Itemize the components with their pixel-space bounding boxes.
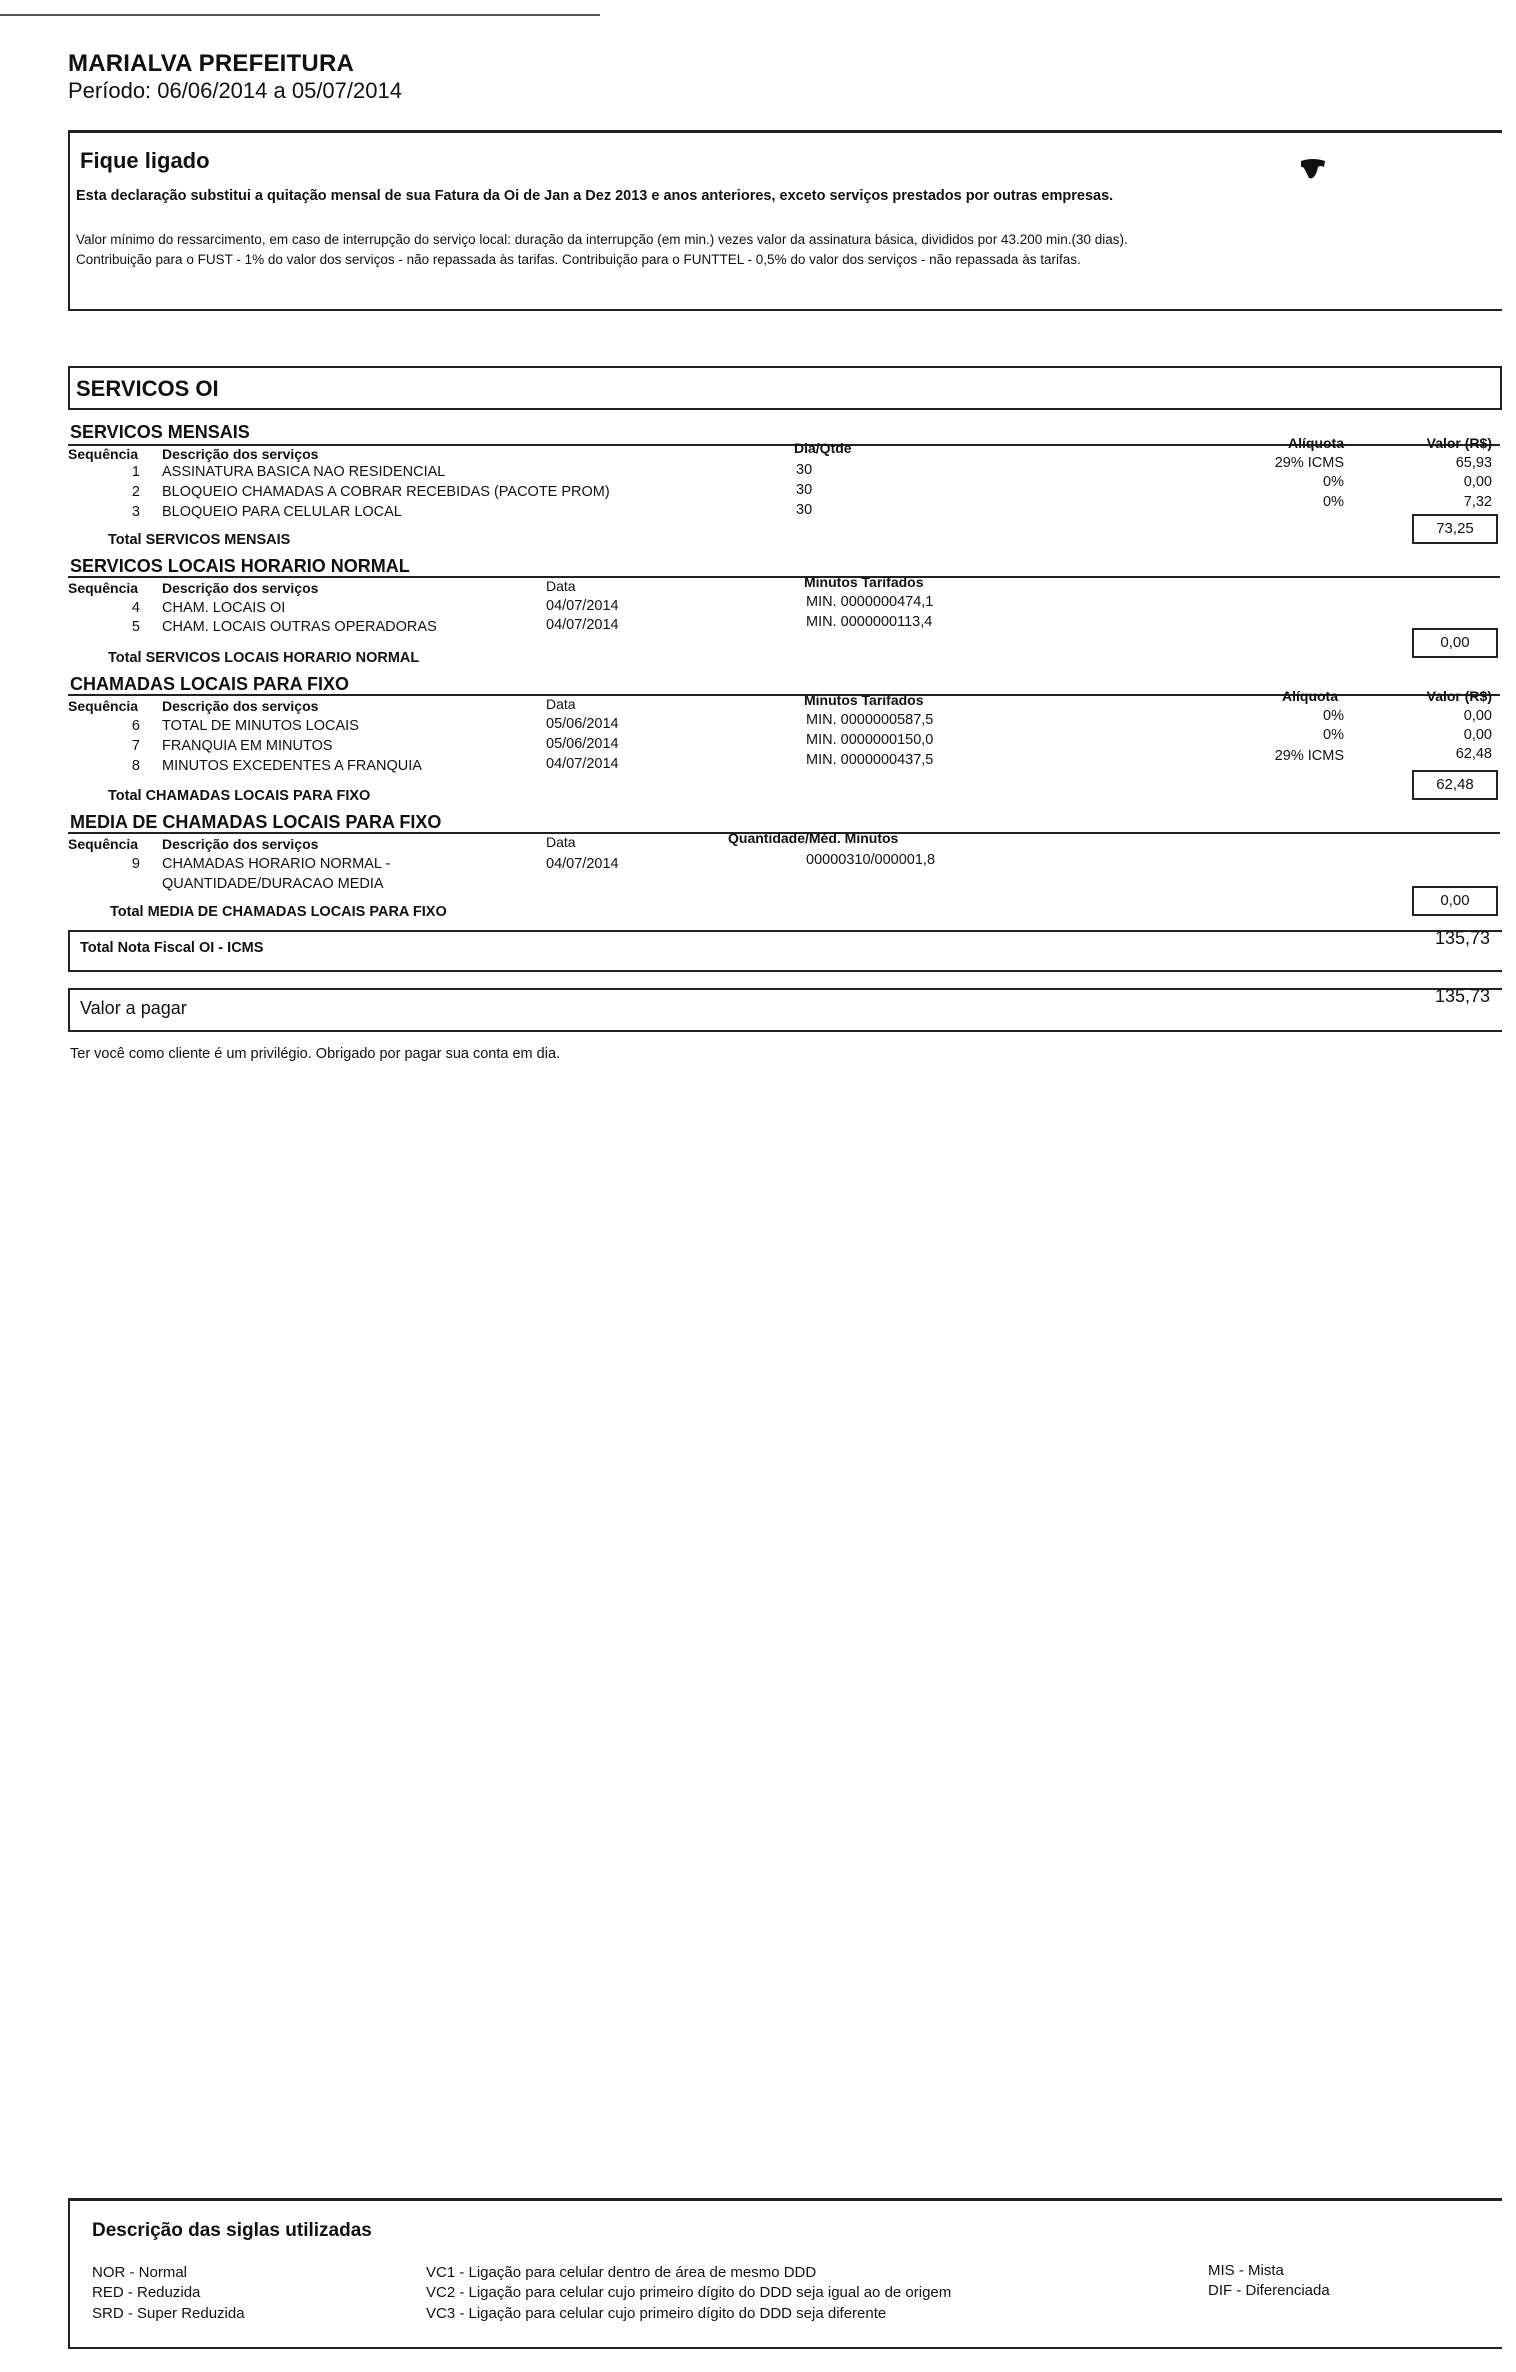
phone-icon xyxy=(1300,158,1326,180)
section-title-fixo: CHAMADAS LOCAIS PARA FIXO xyxy=(70,674,349,694)
row-minutes: MIN. 0000000587,5 xyxy=(806,712,934,728)
row-aliquota: 29% ICMS xyxy=(1274,455,1344,471)
row-desc: ASSINATURA BASICA NAO RESIDENCIAL xyxy=(162,464,446,480)
col-header-seq: Sequência xyxy=(68,836,139,852)
row-seq: 5 xyxy=(131,619,140,635)
legend-title: Descrição das siglas utilizadas xyxy=(92,2220,372,2241)
total-value-media: 0,00 xyxy=(1412,886,1498,916)
col-header-seq: Sequência xyxy=(68,580,139,596)
row-seq: 1 xyxy=(131,464,140,480)
row-seq: 3 xyxy=(131,504,140,520)
col-header-desc: Descrição dos serviços xyxy=(162,580,319,596)
row-seq: 2 xyxy=(131,484,140,500)
notice-title: Fique ligado xyxy=(80,148,210,173)
row-qty: 30 xyxy=(796,482,813,498)
total-label-mensais: Total SERVICOS MENSAIS xyxy=(108,532,291,548)
col-header-minutes: Minutos Tarifados xyxy=(804,692,924,708)
row-date: 05/06/2014 xyxy=(546,716,619,732)
row-desc: FRANQUIA EM MINUTOS xyxy=(162,738,333,754)
thank-you-message: Ter você como cliente é um privilégio. Obrigado por pagar sua conta em dia. xyxy=(70,1046,561,1062)
notice-min-refund: Valor mínimo do ressarcimento, em caso de interrupção do serviço local: duração da interrupção (em min.) vezes valor da assinatura básica, divididos por 43.200 min.(30 dias). xyxy=(76,232,1128,247)
row-qty: 30 xyxy=(796,462,813,478)
total-value-fixo: 62,48 xyxy=(1412,770,1498,800)
services-header-box xyxy=(68,366,1502,410)
legend-item: RED - Reduzida xyxy=(92,2284,201,2301)
row-desc: BLOQUEIO PARA CELULAR LOCAL xyxy=(162,504,402,520)
col-header-date: Data xyxy=(546,834,576,850)
row-seq: 7 xyxy=(131,738,140,754)
row-minutes: MIN. 0000000474,1 xyxy=(806,594,934,610)
legend-item: NOR - Normal xyxy=(92,2264,188,2281)
section-title-locais: SERVICOS LOCAIS HORARIO NORMAL xyxy=(70,556,410,576)
col-header-date: Data xyxy=(546,696,576,712)
row-desc: CHAM. LOCAIS OI xyxy=(162,600,286,616)
col-header-qty: Dia/Qtde xyxy=(794,440,852,456)
row-desc: TOTAL DE MINUTOS LOCAIS xyxy=(162,718,359,734)
row-valor: 0,00 xyxy=(1463,727,1492,743)
total-label-locais: Total SERVICOS LOCAIS HORARIO NORMAL xyxy=(108,650,420,666)
row-aliquota: 0% xyxy=(1323,474,1344,490)
amount-due-value: 135,73 xyxy=(1434,986,1490,1006)
row-desc-continued: QUANTIDADE/DURACAO MEDIA xyxy=(162,876,384,892)
amount-due-box xyxy=(68,988,1502,1032)
row-valor: 65,93 xyxy=(1455,455,1492,471)
total-label-media: Total MEDIA DE CHAMADAS LOCAIS PARA FIXO xyxy=(110,904,447,920)
nota-fiscal-value: 135,73 xyxy=(1434,928,1490,948)
row-aliquota: 0% xyxy=(1323,494,1344,510)
legend-item: VC1 - Ligação para celular dentro de área de mesmo DDD xyxy=(426,2264,817,2281)
legend-item: VC2 - Ligação para celular cujo primeiro dígito do DDD seja igual ao de origem xyxy=(426,2284,952,2301)
row-aliquota: 0% xyxy=(1323,727,1344,743)
col-header-seq: Sequência xyxy=(68,698,139,714)
col-header-aliquota: Alíquota xyxy=(1288,435,1344,451)
col-header-date: Data xyxy=(546,578,576,594)
amount-due-label: Valor a pagar xyxy=(80,998,187,1018)
nota-fiscal-label: Total Nota Fiscal OI - ICMS xyxy=(80,940,264,956)
legend-item: MIS - Mista xyxy=(1208,2262,1284,2279)
total-value-locais: 0,00 xyxy=(1412,628,1498,658)
total-label-fixo: Total CHAMADAS LOCAIS PARA FIXO xyxy=(108,788,371,804)
nota-fiscal-box xyxy=(68,930,1502,972)
row-valor: 0,00 xyxy=(1463,474,1492,490)
notice-box xyxy=(68,130,1502,311)
row-desc: MINUTOS EXCEDENTES A FRANQUIA xyxy=(162,758,422,774)
row-aliquota: 29% ICMS xyxy=(1274,748,1344,764)
row-desc: CHAM. LOCAIS OUTRAS OPERADORAS xyxy=(162,619,437,635)
row-minutes: MIN. 0000000150,0 xyxy=(806,732,934,748)
row-qty: 00000310/000001,8 xyxy=(806,852,936,868)
row-valor: 0,00 xyxy=(1463,708,1492,724)
row-date: 05/06/2014 xyxy=(546,736,619,752)
legend-item: DIF - Diferenciada xyxy=(1208,2282,1330,2299)
section-title-media: MEDIA DE CHAMADAS LOCAIS PARA FIXO xyxy=(70,812,442,832)
col-header-valor: Valor (R$) xyxy=(1426,435,1492,451)
row-seq: 4 xyxy=(131,600,140,616)
col-header-seq: Sequência xyxy=(68,446,139,462)
notice-fust: Contribuição para o FUST - 1% do valor dos serviços - não repassada às tarifas. Contribuição para o FUNTTEL - 0,5% do valor dos serviços - não repassada às tarifas. xyxy=(76,252,1081,267)
row-desc: BLOQUEIO CHAMADAS A COBRAR RECEBIDAS (PACOTE PROM) xyxy=(162,484,610,500)
row-seq: 9 xyxy=(131,856,140,872)
col-header-qty: Quantidade/Méd. Minutos xyxy=(728,830,899,846)
row-minutes: MIN. 0000000437,5 xyxy=(806,752,934,768)
col-header-minutes: Minutos Tarifados xyxy=(804,574,924,590)
total-value-mensais: 73,25 xyxy=(1412,514,1498,544)
notice-declaration: Esta declaração substitui a quitação mensal de sua Fatura da Oi de Jan a Dez 2013 e anos anteriores, exceto serviços prestados por outras empresas. xyxy=(76,188,1114,204)
row-date: 04/07/2014 xyxy=(546,617,619,633)
top-rule xyxy=(0,14,600,16)
section-title-mensais: SERVICOS MENSAIS xyxy=(70,422,250,442)
col-header-desc: Descrição dos serviços xyxy=(162,698,319,714)
row-date: 04/07/2014 xyxy=(546,856,619,872)
col-header-desc: Descrição dos serviços xyxy=(162,836,319,852)
section-divider xyxy=(68,576,1500,578)
row-date: 04/07/2014 xyxy=(546,598,619,614)
services-title: SERVICOS OI xyxy=(76,376,219,401)
row-qty: 30 xyxy=(796,502,813,518)
billing-period: Período: 06/06/2014 a 05/07/2014 xyxy=(68,78,402,103)
row-date: 04/07/2014 xyxy=(546,756,619,772)
row-minutes: MIN. 0000000113,4 xyxy=(806,614,933,630)
row-valor: 62,48 xyxy=(1455,746,1492,762)
row-valor: 7,32 xyxy=(1463,494,1492,510)
legend-item: VC3 - Ligação para celular cujo primeiro dígito do DDD seja diferente xyxy=(426,2305,887,2322)
col-header-valor: Valor (R$) xyxy=(1426,688,1492,704)
row-aliquota: 0% xyxy=(1323,708,1344,724)
row-seq: 8 xyxy=(131,758,140,774)
col-header-desc: Descrição dos serviços xyxy=(162,446,319,462)
row-desc: CHAMADAS HORARIO NORMAL - xyxy=(162,856,391,872)
legend-item: SRD - Super Reduzida xyxy=(92,2305,245,2322)
company-name: MARIALVA PREFEITURA xyxy=(68,50,355,77)
col-header-aliquota: Alíquota xyxy=(1282,688,1338,704)
row-seq: 6 xyxy=(131,718,140,734)
